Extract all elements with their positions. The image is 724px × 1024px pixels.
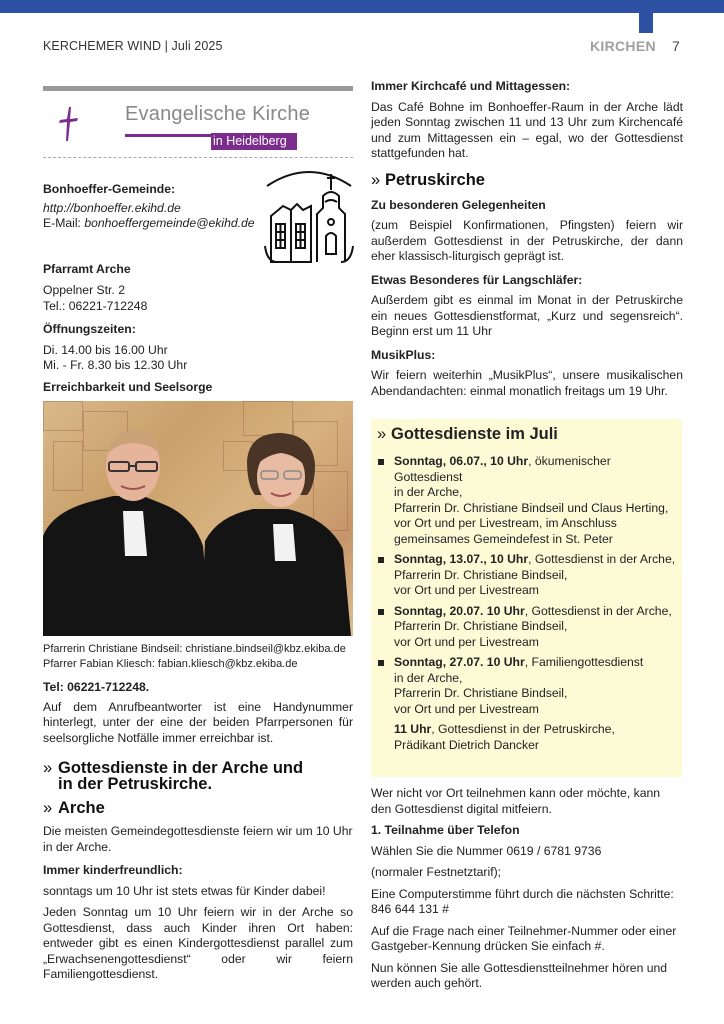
petruskirche-heading-text: Petruskirche (385, 170, 485, 189)
tel-text: Auf dem Anrufbeantworter ist eine Handynummer hinterlegt, unter der eine der beiden Pfarrpersonen für seelsorgliche Notfälle immer erreichbar ist. (43, 699, 353, 745)
phone-line-1: Wählen Sie die Nummer 0619 / 6781 9736 (371, 843, 602, 858)
service-line: Pfarrerin Dr. Christiane Bindseil, (394, 686, 568, 700)
right-column (371, 79, 683, 405)
service-item: Sonntag, 20.07. 10 Uhr, Gottesdienst in der Arche, Pfarrerin Dr. Christiane Bindseil, vor Ort und per Livestream (377, 604, 676, 651)
pastor-woman-figure (193, 431, 353, 636)
phone-line-2: (normaler Festnetztarif); (371, 865, 502, 879)
reach-heading: Erreichbarkeit und Seelsorge (43, 379, 213, 394)
arche-text: Die meisten Gemeindegottesdienste feiern wir um 10 Uhr in der Arche. (43, 824, 353, 854)
service-line: Pfarrerin Dr. Christiane Bindseil und Claus Herting, (394, 500, 669, 515)
service-line: Prädikant Dietrich Dancker (394, 737, 539, 752)
page-number: 7 (672, 38, 680, 54)
service-line: vor Ort und per Livestream (394, 634, 539, 649)
service-item: Sonntag, 27.07. 10 Uhr, Familiengottesdienst in der Arche, Pfarrerin Dr. Christiane Bindseil, vor Ort und per Livestream 11 Uhr, Gottesdienst in der Petruskirche, Prädikant Dietrich Dancker (377, 655, 676, 753)
photo-caption (43, 642, 353, 672)
service-extra-time: 11 Uhr (394, 722, 432, 736)
service-date: Sonntag, 27.07. 10 Uhr (394, 655, 525, 669)
digital-text: Wer nicht vor Ort teilnehmen kann oder möchte, kann den Gottesdienst digital mitfeiern. (371, 786, 661, 816)
phone-line-3a: Eine Computerstimme führt durch die nächsten Schritte: (371, 886, 674, 901)
service-line: gemeinsames Gemeindefest in St. Peter (394, 531, 613, 546)
bonhoeffer-url-link[interactable]: http://bonhoeffer.ekihd.de (43, 200, 181, 215)
services-heading-line-2: in der Petruskirche. (58, 775, 213, 793)
publication-header: KERCHEMER WIND | Juli 2025 (43, 39, 223, 53)
petruskirche-heading (371, 172, 683, 188)
raquo-marker: » (43, 799, 53, 817)
phone-line-4: Auf die Frage nach einer Teilnehmer-Nummer oder einer Gastgeber-Kennung drücken Sie einfach #. (371, 923, 677, 953)
square-bullet-icon (378, 660, 384, 666)
pfarramt-address: Oppelner Str. 2 (43, 283, 125, 297)
top-color-bar (0, 0, 724, 13)
logo-title: Evangelische Kirche (125, 103, 311, 125)
service-date: Sonntag, 13.07., 10 Uhr (394, 552, 529, 566)
cafe-heading: Immer Kirchcafé und Mittagessen: (371, 79, 571, 93)
phone-line-3b: 846 644 131 # (371, 902, 449, 916)
service-line: in der Arche, (394, 485, 463, 499)
raquo-marker: » (43, 759, 53, 777)
cafe-text: Das Café Bohne im Bonhoeffer-Raum in der Arche lädt jeden Sonntag zwischen 11 und 13 Uhr zum Kirchencafé und zum Mittagessen ein – egal, wo der Gottesdienst stattgefunden hat. (371, 99, 683, 160)
service-line: Pfarrerin Dr. Christiane Bindseil, (394, 567, 568, 582)
pfarramt-block (43, 262, 353, 396)
service-date: Sonntag, 06.07., 10 Uhr (394, 454, 529, 468)
pfarramt-phone: Tel.: 06221-712248 (43, 298, 148, 313)
service-date: Sonntag, 20.07. 10 Uhr (394, 603, 525, 618)
service-line: Gottesdienst in der Petruskirche, (438, 722, 615, 736)
service-line: vor Ort und per Livestream, im Anschluss (394, 516, 617, 530)
arche-heading (43, 800, 353, 816)
section-label: KIRCHEN (590, 38, 656, 54)
musik-heading: MusikPlus: (371, 347, 436, 362)
service-line: vor Ort und per Livestream (394, 701, 539, 716)
digital-participation (371, 786, 683, 998)
july-services-title (377, 425, 676, 444)
hours-line-2: Mi. - Fr. 8.30 bis 12.30 Uhr (43, 358, 188, 372)
pfarramt-heading: Pfarramt Arche (43, 261, 131, 276)
hours-line-1: Di. 14.00 bis 16.00 Uhr (43, 342, 168, 357)
pastor-man-figure (43, 426, 213, 636)
july-title-text: Gottesdienste im Juli (391, 425, 558, 443)
logo-subtitle: in Heidelberg (211, 133, 297, 150)
bonhoeffer-email-link[interactable]: bonhoeffergemeinde@ekihd.de (84, 216, 255, 230)
service-line: Pfarrerin Dr. Christiane Bindseil, (394, 619, 568, 633)
phone-line-5: Nun können Sie alle Gottesdienstteilnehmer hören und werden auch gehört. (371, 960, 668, 990)
service-line: Familiengottesdienst (531, 655, 644, 669)
service-line: vor Ort und per Livestream (394, 583, 539, 597)
service-item: Sonntag, 13.07., 10 Uhr, Gottesdienst in der Arche, Pfarrerin Dr. Christiane Bindseil, vor Ort und per Livestream (377, 552, 676, 599)
service-line: Gottesdienst in der Arche, (534, 552, 676, 566)
square-bullet-icon (378, 557, 384, 563)
tel-heading: Tel: 06221-712248. (43, 680, 150, 694)
service-line: in der Arche, (394, 670, 463, 685)
section-tab-marker (639, 13, 653, 33)
services-heading-line-1: Gottesdienste in der Arche und (58, 759, 304, 777)
july-services-box (371, 419, 682, 777)
square-bullet-icon (378, 609, 384, 615)
musik-text: Wir feiern weiterhin „MusikPlus“, unsere musikalischen Abendandachten: einmal monatlich freitags um 19 Uhr. (371, 368, 683, 398)
services-section-heading (43, 760, 353, 792)
cross-icon (57, 105, 79, 143)
service-item: Sonntag, 06.07., 10 Uhr, ökumenischer Gottesdienst in der Arche, Pfarrerin Dr. Christiane Bindseil und Claus Herting, vor Ort und per Livestream, im Anschluss gemeinsames Gemeindefest in St. Peter (377, 454, 676, 547)
raquo-marker: » (371, 170, 381, 189)
phone-heading: 1. Teilnahme über Telefon (371, 823, 520, 837)
kids-text: Jeden Sonntag um 10 Uhr feiern wir in der Arche so Gottesdienst, dass auch Kinder ihren Ort haben: entweder gibt es einen Kindergottesdienst parallel zum „Erwachsenengottesdienst“ oder wir feiern Familiengottesdienst. (43, 905, 353, 981)
left-column (43, 86, 353, 989)
hours-heading: Öffnungszeiten: (43, 322, 136, 336)
occasions-heading: Zu besonderen Gelegenheiten (371, 197, 546, 212)
caption-line-2: Pfarrer Fabian Kliesch: fabian.kliesch@kbz.ekiba.de (43, 658, 298, 670)
service-line: Gottesdienst in der Arche, (531, 603, 672, 618)
kids-heading: Immer kinderfreundlich: (43, 863, 183, 877)
late-text: Außerdem gibt es einmal im Monat in der Petruskirche ein neues Gottesdienstformat, „Kurz und segensreich“. Beginn erst um 11 Uhr (371, 293, 683, 338)
bonhoeffer-heading: Bonhoeffer-Gemeinde: (43, 182, 176, 196)
email-label: E-Mail: (43, 216, 85, 230)
arche-heading-text: Arche (58, 799, 105, 817)
church-building-icon (263, 166, 355, 264)
pastors-photo (43, 401, 353, 636)
kids-line: sonntags um 10 Uhr ist stets etwas für Kinder dabei! (43, 883, 326, 898)
square-bullet-icon (378, 459, 384, 465)
late-heading: Etwas Besonderes für Langschläfer: (371, 272, 583, 287)
service-line: ökumenischer Gottesdienst (394, 454, 611, 484)
caption-line-1: Pfarrerin Christiane Bindseil: christiane.bindseil@kbz.ekiba.de (43, 643, 346, 655)
occasions-text: (zum Beispiel Konfirmationen, Pfingsten) feiern wir außerdem Gottesdienst in der Petruskirche, der dann eher klassisch-liturgisch geprägt ist. (371, 218, 683, 263)
raquo-marker: » (377, 425, 387, 443)
church-logo (43, 86, 353, 158)
logo-underline (125, 134, 211, 137)
